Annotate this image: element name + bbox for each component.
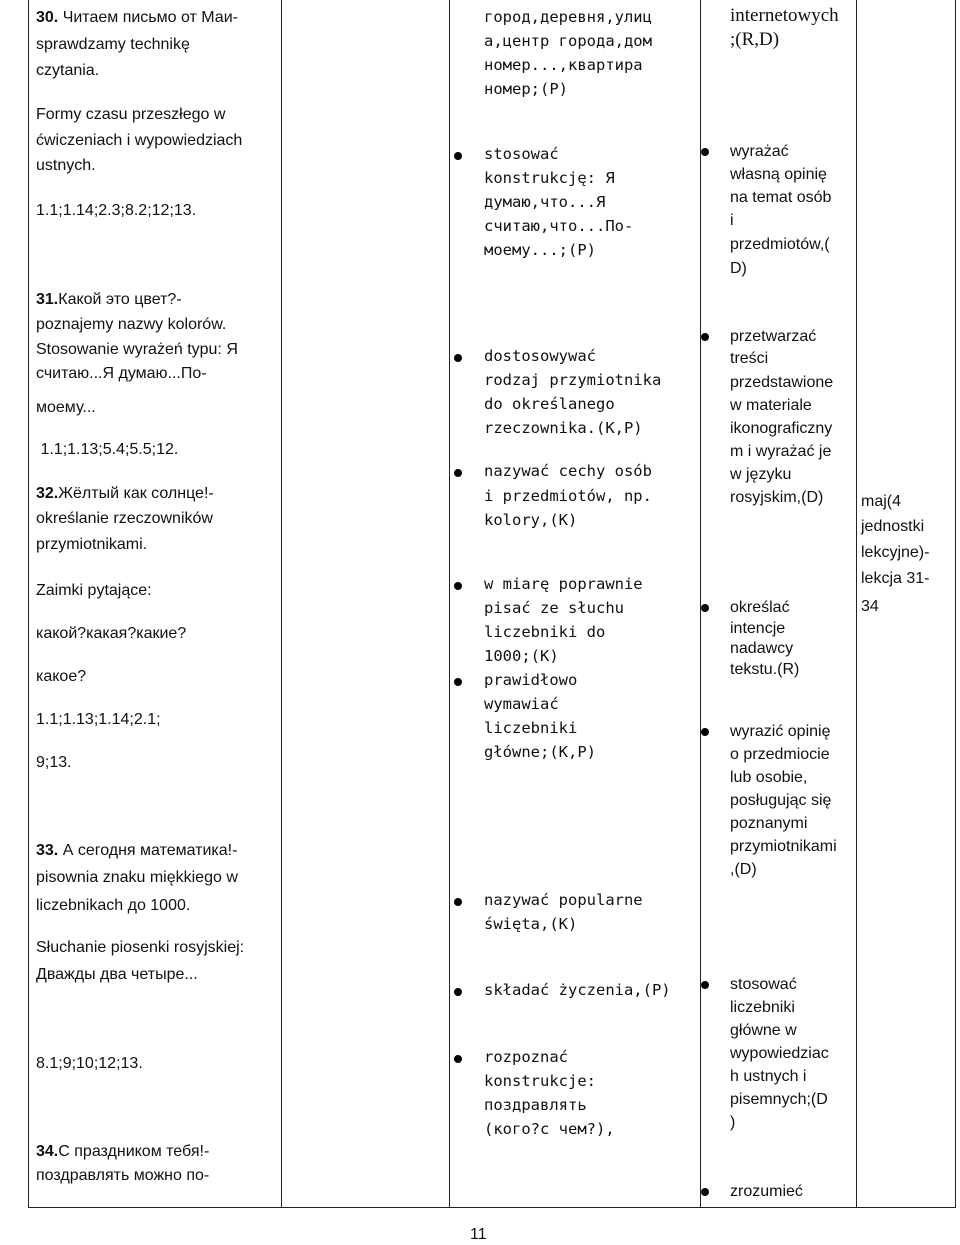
skill-line: w języku [730,466,792,483]
skill-line: номер...,квартира [484,56,643,74]
skill-line: m i wyrażać je [730,443,832,460]
lesson-line: поздравлять можно по- [36,1167,210,1184]
bullet-icon [701,333,709,341]
skill-line: konstrukcje: [484,1072,596,1090]
skill-line: wyrazić opinię [730,723,831,740]
lesson-line: какой?какая?какие? [36,625,187,642]
bullet-icon [454,988,462,996]
lesson-line: poznajemy nazwy kolorów. [36,316,227,333]
skill-line: nazywać cechy osób [484,462,652,480]
column-divider [856,0,857,1208]
bullet-icon [454,678,462,686]
skill-line: prawidłowo [484,671,578,689]
lesson-line: 1.1;1.14;2.3;8.2;12;13. [36,202,197,219]
skill-line: o przedmiocie [730,746,830,763]
bullet-icon [454,152,462,160]
skill-line: считаю,что...По- [484,217,634,235]
bullet-icon [701,1188,709,1196]
lesson-line: sprawdzamy technikę [36,36,190,53]
skill-line: święta,(K) [484,915,578,933]
lesson-line: моему... [36,399,96,416]
skill-line: h ustnych i [730,1068,807,1085]
date-line: lekcyjne)- [861,544,930,561]
bullet-icon [454,469,462,477]
skill-line: przymiotnikami [730,838,837,855]
lesson-line: 9;13. [36,754,72,771]
lesson-line: 1.1;1.13;5.4;5.5;12. [36,441,179,458]
skill-line: liczebniki [484,719,578,737]
skill-line: w materiale [730,397,812,414]
skill-line: i [730,212,734,229]
lesson-line: pisownia znaku miękkiego w [36,869,238,886]
lesson-line: 1.1;1.13;1.14;2.1; [36,711,161,728]
skill-line: i przedmiotów, np. [484,487,652,505]
skill-line: D) [730,260,747,277]
skill-line: wyrażać [730,143,789,160]
skill-line: zrozumieć [730,1183,803,1200]
lesson-line: Formy czasu przeszłego w [36,106,226,123]
skill-line: rodzaj przymiotnika [484,371,662,389]
lesson-line: ćwiczeniach i wypowiedziach [36,132,243,149]
skill-line: treści [730,350,769,367]
lesson-line: Stosowanie wyrażeń typu: Я [36,341,238,358]
skill-line: dostosowywać [484,347,596,365]
lesson-line: przymiotnikami. [36,536,148,553]
skill-line: intencje [730,620,786,637]
bullet-icon [701,148,709,156]
column-divider [700,0,701,1208]
skill-line: tekstu.(R) [730,661,800,678]
skill-line: składać życzenia,(P) [484,981,671,999]
skill-line: lub osobie, [730,769,808,786]
skill-line: liczebniki do [484,623,606,641]
bullet-icon [701,981,709,989]
skill-line: ,(D) [730,861,757,878]
skill-line: rosyjskim,(D) [730,489,824,506]
skill-line: przetwarzać [730,328,817,345]
lesson-line: ustnych. [36,157,96,174]
skill-line: własną opinię [730,166,827,183]
skill-line: nadawcy [730,640,794,657]
lesson-line: 32.Жёлтый как солнце!- [36,485,214,502]
skill-line: pisać ze słuchu [484,599,624,617]
bullet-icon [701,604,709,612]
lesson-line: Zaimki pytające: [36,582,152,599]
bullet-icon [701,728,709,736]
bullet-icon [454,898,462,906]
skill-line: ;(R,D) [730,29,780,50]
skill-line: номер;(P) [484,80,568,98]
date-line: lekcja 31- [861,570,930,587]
lesson-line: liczebnikach до 1000. [36,897,191,914]
skill-line: na temat osób [730,189,832,206]
lesson-line: czytania. [36,62,100,79]
skill-line: w miarę poprawnie [484,575,643,593]
skill-line: ikonograficzny [730,420,833,437]
skill-line: stosować [730,976,797,993]
column-divider [449,0,450,1208]
skill-line: (кого?с чем?), [484,1120,615,1138]
lesson-line: 30. Читаем письмо от Маи- [36,9,238,26]
skill-line: nazywać popularne [484,891,643,909]
lesson-line: 8.1;9;10;12;13. [36,1055,143,1072]
skill-line: główne w [730,1022,797,1039]
skill-line: думаю,что...Я [484,193,606,211]
skill-line: а,центр города,дом [484,32,652,50]
lesson-line: określanie rzeczowników [36,510,213,527]
skill-line: 1000;(K) [484,647,559,665]
skill-line: wymawiać [484,695,559,713]
skill-line: konstrukcję: Я [484,169,615,187]
column-divider [281,0,282,1208]
date-line: 34 [861,598,879,615]
bullet-icon [454,582,462,590]
skill-line: город,деревня,улиц [484,8,652,26]
lesson-line: 33. А сегодня математика!- [36,842,238,859]
lesson-line: какое? [36,668,87,685]
skill-line: rzeczownika.(K,P) [484,419,643,437]
bullet-icon [454,1055,462,1063]
skill-line: posługując się [730,792,832,809]
lesson-line: считаю...Я думаю...По- [36,365,207,382]
lesson-line: 34.С праздником тебя!- [36,1143,210,1160]
skill-line: do określanego [484,395,615,413]
skill-line: stosować [484,145,559,163]
skill-line: pisemnych;(D [730,1091,828,1108]
lesson-line: Дважды два четыре... [36,966,198,983]
skill-line: поздравлять [484,1096,587,1114]
skill-line: określać [730,599,790,616]
lesson-line: 31.Какой это цвет?- [36,291,182,308]
skill-line: liczebniki [730,999,795,1016]
date-line: maj(4 [861,493,902,510]
date-line: jednostki [861,518,925,535]
skill-line: wypowiedziac [730,1045,829,1062]
skill-line: моему...;(P) [484,241,596,259]
skill-line: ) [730,1114,736,1131]
bullet-icon [454,354,462,362]
skill-line: poznanymi [730,815,808,832]
skill-line: główne;(K,P) [484,743,596,761]
skill-line: kolory,(K) [484,511,578,529]
page-number: 11 [470,1226,487,1243]
lesson-line: Słuchanie piosenki rosyjskiej: [36,939,245,956]
skill-line: rozpoznać [484,1048,568,1066]
skill-line: przedmiotów,( [730,236,830,253]
skill-line: przedstawione [730,374,834,391]
skill-line: internetowych [730,5,839,26]
